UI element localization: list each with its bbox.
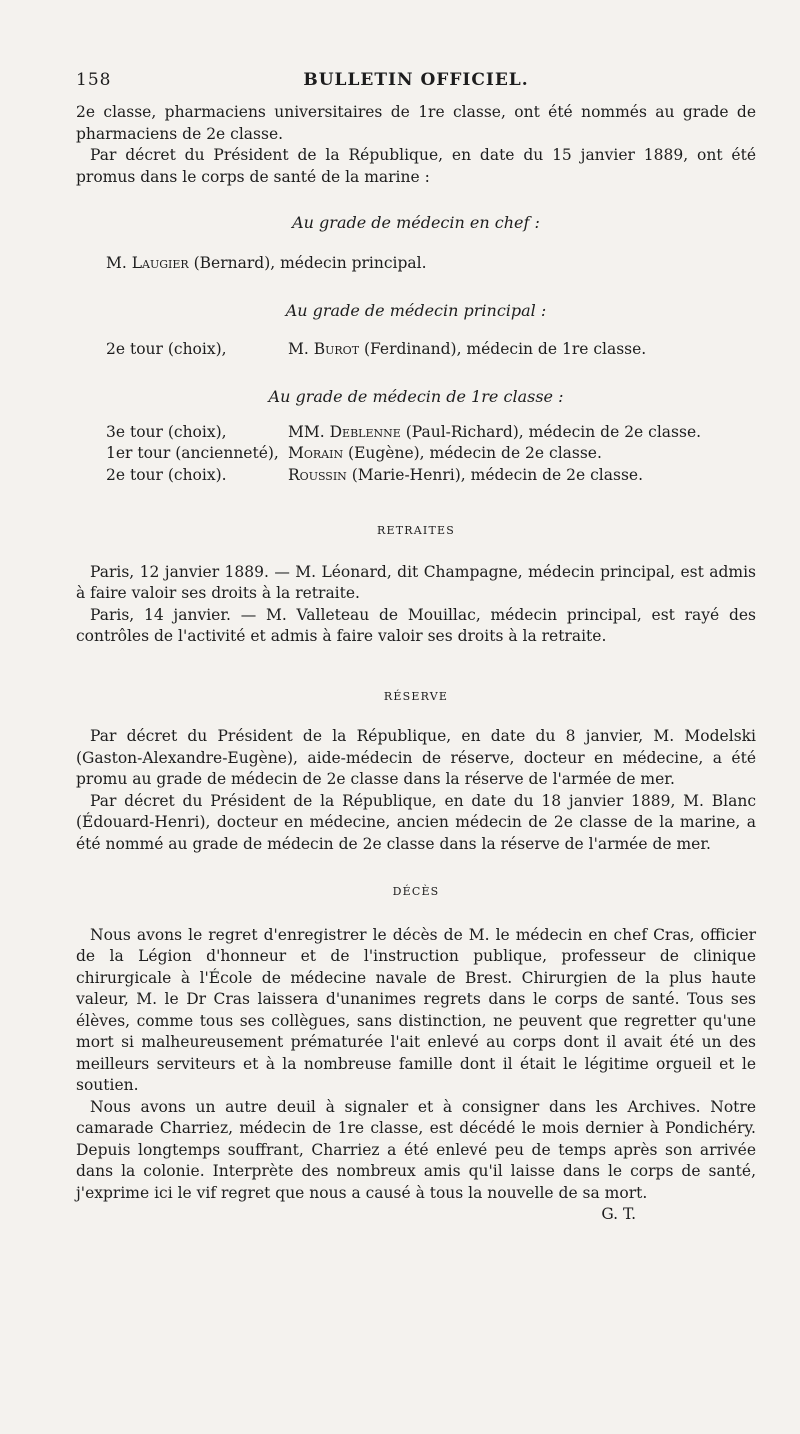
promotion-person: Roussin (Marie-Henri), médecin de 2e classe. <box>288 465 644 484</box>
running-title: BULLETIN OFFICIEL. <box>303 70 529 90</box>
reserve-paragraph-2: Par décret du Président de la République, en date du 18 janvier 1889, M. Blanc (Édouard-Henri), docteur en médecine, ancien médecin de 2e classe de la marine, a été nommé au grade de médecin de 2e classe dans la réserve de l'armée de mer. <box>76 791 756 853</box>
intro-paragraph-2: Par décret du Président de la République, en date du 15 janvier 1889, ont été promus dans le corps de santé de la marine : <box>76 146 756 186</box>
intro-paragraph-1: 2e classe, pharmaciens universitaires de 1re classe, ont été nommés au grade de pharmaciens de 2e classe. <box>76 103 756 143</box>
entry-name: M. Laugier <box>106 253 189 272</box>
deces-paragraph-2: Nous avons un autre deuil à signaler et à consigner dans les Archives. Notre camarade Charriez, médecin de 1re classe, est décédé le mois dernier à Pondichéry. Depuis longtemps souffrant, Charriez a été enlevé peu de temps après son arrivée dans la colonie. Interprète des nombreux amis qu'il laisse dans le corps de santé, j'exprime ici le vif regret que nous a causé à tous la nouvelle de sa mort. <box>76 1097 756 1202</box>
promotion-person: MM. Deblenne (Paul-Richard), médecin de 2e classe. <box>288 422 702 441</box>
signature: G. T. <box>601 1205 636 1223</box>
page-number: 158 <box>76 70 112 90</box>
promotion-row <box>76 443 756 465</box>
heading-medecin-chef: Au grade de médecin en chef : <box>292 213 540 232</box>
promotion-tour: 2e tour (choix). <box>106 465 227 484</box>
promotion-row <box>76 339 756 361</box>
promotion-tour: 1er tour (ancienneté), <box>106 444 279 462</box>
heading-medecin-1re-classe: Au grade de médecin de 1re classe : <box>268 387 564 406</box>
promotion-row <box>76 465 756 487</box>
entry-detail: (Bernard), médecin principal. <box>188 253 427 272</box>
retraites-paragraph-2: Paris, 14 janvier. — M. Valleteau de Mouillac, médecin principal, est rayé des contrôles de l'activité et admis à faire valoir ses droits à la retraite. <box>76 605 756 645</box>
promotion-tour: 3e tour (choix), <box>106 422 227 441</box>
entry-medecin-chef <box>76 253 756 275</box>
promotion-list <box>76 422 756 487</box>
retraites-paragraph-1: Paris, 12 janvier 1889. — M. Léonard, dit Champagne, médecin principal, est admis à faire valoir ses droits à la retraite. <box>76 562 756 602</box>
promotion-tour: 2e tour (choix), <box>106 339 227 358</box>
section-title-deces: DÉCÈS <box>392 885 440 898</box>
promotion-person: Morain (Eugène), médecin de 2e classe. <box>288 444 602 462</box>
section-title-retraites: RETRAITES <box>377 524 455 537</box>
deces-paragraph-1: Nous avons le regret d'enregistrer le décès de M. le médecin en chef Cras, officier de la Légion d'honneur et de l'instruction publique, professeur de clinique chirurgicale à l'École de médecine navale de Brest. Chirurgien de la plus haute valeur, M. le Dr Cras laissera d'unanimes regrets dans le corps de santé. Tous ses élèves, comme tous ses collègues, sans distinction, ne peuvent que regretter qu'une mort si malheureusement prématurée l'ait enlevé au corps dont il avait été un des meilleurs serviteurs et à la nombreuse famille dont il était le légitime orgueil et le soutien. <box>76 925 756 1094</box>
heading-medecin-principal: Au grade de médecin principal : <box>285 301 547 320</box>
promotion-person: M. Burot (Ferdinand), médecin de 1re classe. <box>288 339 647 358</box>
promotion-row <box>76 422 756 444</box>
reserve-paragraph-1: Par décret du Président de la République, en date du 8 janvier, M. Modelski (Gaston-Alexandre-Eugène), aide-médecin de réserve, docteur en médecine, a été promu au grade de médecin de 2e classe dans la réserve de l'armée de mer. <box>76 727 756 788</box>
section-title-reserve: RÉSERVE <box>383 689 449 703</box>
page-header <box>76 62 756 92</box>
